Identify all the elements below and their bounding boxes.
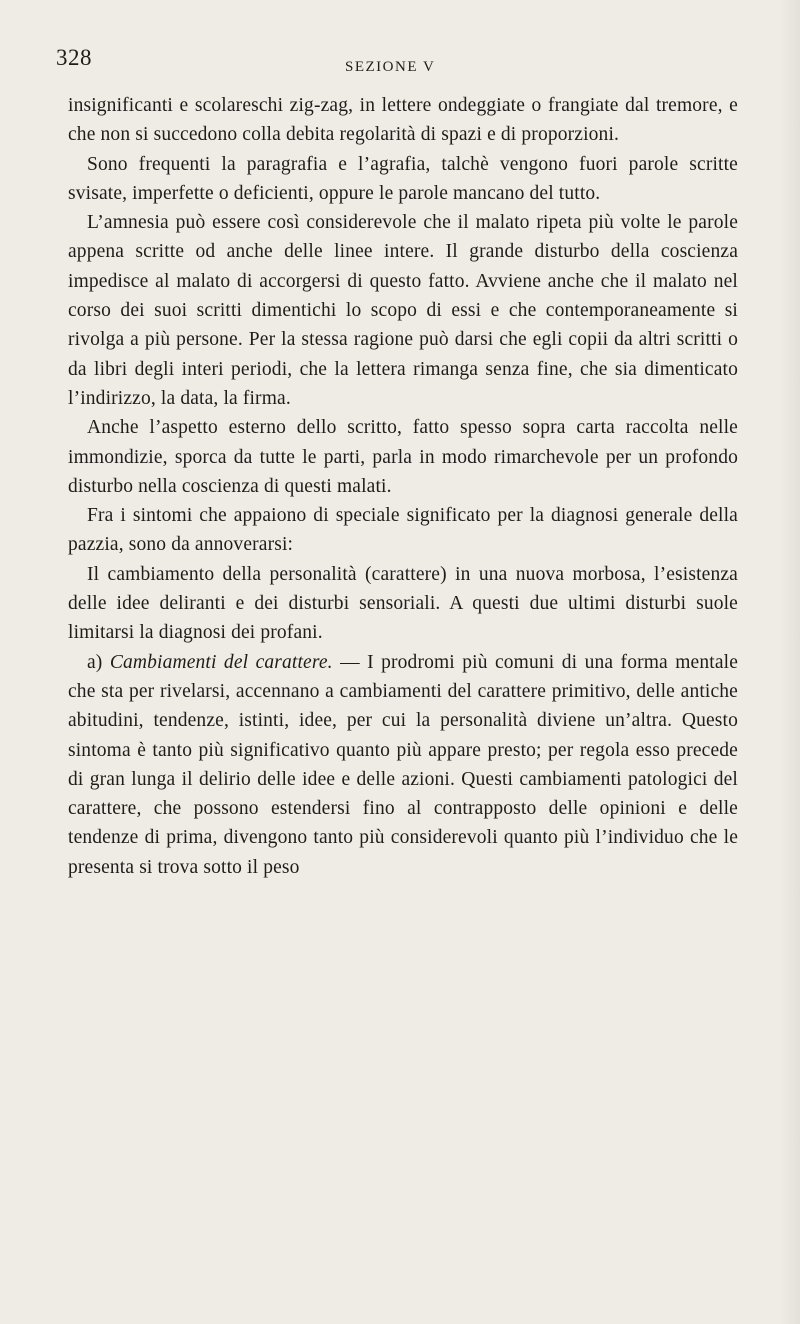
paragraph: Anche l’aspetto esterno dello scritto, fatto spesso sopra carta raccolta nelle immondizie, sporca da tutte le parti, parla in modo rimarchevole per un profondo disturbo nella coscienza di questi malati. [68,417,738,497]
paragraph: Il cambiamento della personalità (carattere) in una nuova morbosa, l’esistenza delle idee deliranti e dei disturbi sensoriali. A questi due ultimi disturbi suole limitarsi la diagnosi dei profani. [68,563,738,644]
paragraph-body: — I prodromi più comuni di una forma mentale che sta per rivelarsi, accennano a cambiamenti del carattere primitivo, delle antiche abitudini, tendenze, istinti, idee, per cui la personalità diviene un’altra. Questo sintoma è tanto più significativo quanto più appare presto; per regola esso precede di gran lunga il delirio delle idee e delle azioni. Questi cambiamenti patologici del carattere, che possono estendersi fino al contrapposto delle opinioni e delle tendenze di prima, divengono tanto più considerevoli quanto più l’individuo che le presenta si trova sotto il peso [68,651,738,878]
subsection-title: Cambiamenti del carattere. [109,651,333,673]
page-edge-shadow [780,0,800,1324]
list-marker: a) [87,651,110,673]
paragraph-continued: insignificanti e scolareschi zig-zag, in lettere ondeggiate o frangiate dal tremore, e che non si succedono colla debita regolarità di spazi e di proporzioni. [68,95,738,146]
body-text [68,91,738,882]
section-header: SEZIONE V [345,59,436,75]
paragraph-character-changes [68,648,738,882]
paragraph: Sono frequenti la paragrafia e l’agrafia, talchè vengono fuori parole scritte svisate, imperfette o deficienti, oppure le parole mancano del tutto. [68,153,738,204]
paragraph: Fra i sintomi che appaiono di speciale significato per la diagnosi generale della pazzia, sono da annoverarsi: [68,505,738,556]
page-number: 328 [56,45,92,70]
paragraph: L’amnesia può essere così considerevole che il malato ripeta più volte le parole appena scritte od anche delle linee intere. Il grande disturbo della coscienza impedisce al malato di accorgersi di questo fatto. Avviene anche che il malato nel corso dei suoi scritti dimentichi lo scopo di essi e che contemporaneamente si rivolga a più persone. Per la stessa ragione può darsi che egli copii da altri scritti o da libri degli interi periodi, che la lettera rimanga senza fine, che sia dimenticato l’indirizzo, la data, la firma. [68,212,738,409]
